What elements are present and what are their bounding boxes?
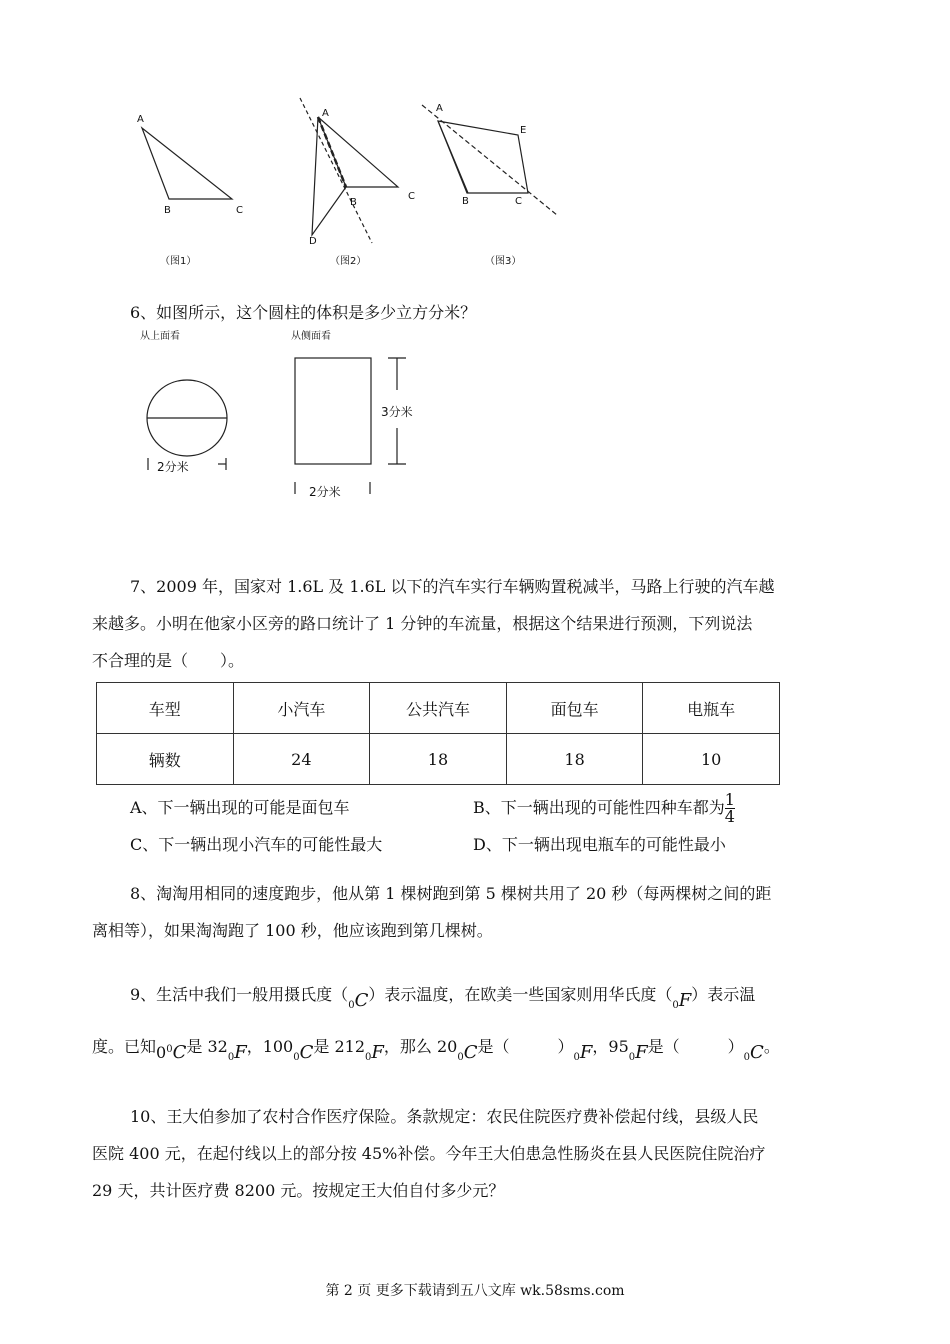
table-row — [97, 734, 780, 785]
q9-part: 。 — [763, 1037, 780, 1056]
page-footer: 第 2 页 更多下载请到五八文库 wk.58sms.com — [325, 1283, 625, 1299]
fig1-label-b: B — [164, 205, 171, 216]
q6-width-label: 2分米 — [309, 485, 341, 499]
q9-zero: 0 — [156, 1043, 167, 1062]
fig2-label-b: B — [350, 197, 357, 208]
degree-sup: 0 — [457, 1052, 464, 1063]
degree-sup: 0 — [227, 1052, 235, 1063]
q7-option-c: C、下一辆出现小汽车的可能性最大 — [130, 835, 383, 854]
fig2-label-a: A — [322, 108, 329, 119]
q9-part: ）表示温 — [691, 985, 756, 1004]
table-cell: 面包车 — [506, 683, 643, 734]
unit-fahrenheit: F — [635, 1042, 648, 1063]
degree-sup: 0 — [672, 1000, 679, 1011]
q9-part: 度。已知 — [92, 1037, 157, 1056]
unit-fahrenheit: F — [234, 1042, 247, 1063]
frac-den: 4 — [724, 807, 735, 826]
unit-celsius: C — [463, 1042, 478, 1063]
q7-option-d: D、下一辆出现电瓶车的可能性最小 — [473, 835, 726, 854]
q9-part: 是（ ） — [647, 1037, 744, 1056]
q9-part: ，95 — [592, 1037, 629, 1056]
fig3-label-e: E — [520, 125, 527, 136]
fig1-caption: （图1） — [160, 256, 197, 267]
q9-part: 是（ ） — [477, 1037, 574, 1056]
q7-line3: 不合理的是（ ）。 — [92, 651, 245, 670]
q7-option-b-text: B、下一辆出现的可能性四种车都为 — [473, 798, 725, 817]
unit-fahrenheit: F — [579, 1042, 593, 1063]
degree-sup: 0 — [348, 1000, 355, 1011]
q9-part: ，那么 20 — [383, 1037, 458, 1056]
cylinder-views — [140, 350, 440, 500]
unit-fahrenheit: F — [678, 990, 692, 1011]
q7-option-a: A、下一辆出现的可能是面包车 — [130, 798, 350, 817]
q6-diameter-label: 2分米 — [157, 460, 189, 474]
fig2-triangle — [318, 117, 398, 187]
degree-sup: 0 — [365, 1052, 372, 1063]
q9-part: ，100 — [246, 1037, 294, 1056]
fig1-label-c: C — [236, 205, 243, 216]
table-cell: 小汽车 — [233, 683, 370, 734]
fig2-axis — [300, 98, 372, 243]
unit-celsius: C — [172, 1042, 187, 1063]
q9-part: 是 32 — [186, 1037, 228, 1056]
fig3-label-b: B — [462, 196, 469, 207]
q9-line2 — [92, 1030, 780, 1067]
degree-sup: 0 — [293, 1052, 300, 1063]
degree-sup: 0 — [166, 1044, 173, 1055]
fig3-axis — [422, 105, 557, 215]
q7-option-b — [473, 791, 735, 825]
fig3-caption: （图3） — [485, 256, 522, 267]
table-cell: 车型 — [97, 683, 234, 734]
degree-sup: 0 — [573, 1052, 580, 1063]
fig2-caption: （图2） — [330, 256, 367, 267]
unit-celsius: C — [354, 990, 369, 1011]
triangle-figures — [120, 95, 570, 275]
q9-part: 9、生活中我们一般用摄氏度（ — [130, 985, 349, 1004]
side-view-rect — [295, 358, 371, 464]
q7-line1: 7、2009 年，国家对 1.6L 及 1.6L 以下的汽车实行车辆购置税减半，马路上行驶的汽车越 — [130, 577, 775, 596]
fig3-label-c: C — [515, 196, 522, 207]
fig1-label-a: A — [137, 114, 144, 125]
fig1-triangle — [142, 128, 232, 199]
table-cell: 电瓶车 — [643, 683, 780, 734]
q8-line2: 离相等），如果淘淘跑了 100 秒，他应该跑到第几棵树。 — [92, 921, 493, 940]
q8-line1: 8、淘淘用相同的速度跑步，他从第 1 棵树跑到第 5 棵树共用了 20 秒（每两棵树之间的距 — [130, 884, 772, 903]
table-cell: 辆数 — [97, 734, 234, 785]
fig3-quadrilateral — [438, 121, 528, 193]
table-cell: 18 — [506, 734, 643, 785]
q9-line1 — [130, 978, 755, 1015]
fig3-label-a: A — [436, 103, 443, 114]
unit-celsius: C — [750, 1042, 764, 1063]
q6-height-label: 3分米 — [381, 405, 413, 419]
q10-line3: 29 天，共计医疗费 8200 元。按规定王大伯自付多少元？ — [92, 1181, 505, 1200]
unit-fahrenheit: F — [371, 1042, 384, 1063]
q10-line1: 10、王大伯参加了农村合作医疗保险。条款规定：农民住院医疗费补偿起付线，县级人民 — [130, 1107, 759, 1126]
frac-num: 1 — [724, 790, 735, 809]
degree-sup: 0 — [743, 1052, 751, 1063]
fraction-one-quarter — [725, 792, 735, 825]
car-count-table — [96, 682, 780, 785]
table-cell: 10 — [643, 734, 780, 785]
table-row — [97, 683, 780, 734]
fig2-label-d: D — [309, 236, 317, 247]
table-cell: 18 — [370, 734, 507, 785]
degree-sup: 0 — [628, 1052, 636, 1063]
q6-side-view-label: 从侧面看 — [291, 331, 331, 342]
table-cell: 公共汽车 — [370, 683, 507, 734]
q7-line2: 来越多。小明在他家小区旁的路口统计了 1 分钟的车流量，根据这个结果进行预测，下列说法 — [92, 614, 753, 633]
q9-part: ）表示温度，在欧美一些国家则用华氏度（ — [368, 985, 673, 1004]
q10-line2: 医院 400 元，在起付线以上的部分按 45%补偿。今年王大伯患急性肠炎在县人民医院住院治疗 — [92, 1144, 766, 1163]
table-cell: 24 — [233, 734, 370, 785]
q9-part: 是 212 — [313, 1037, 366, 1056]
q6-top-view-label: 从上面看 — [140, 331, 180, 342]
unit-celsius: C — [299, 1042, 314, 1063]
q6-text: 6、如图所示，这个圆柱的体积是多少立方分米？ — [130, 303, 477, 322]
fig2-label-c: C — [408, 191, 415, 202]
